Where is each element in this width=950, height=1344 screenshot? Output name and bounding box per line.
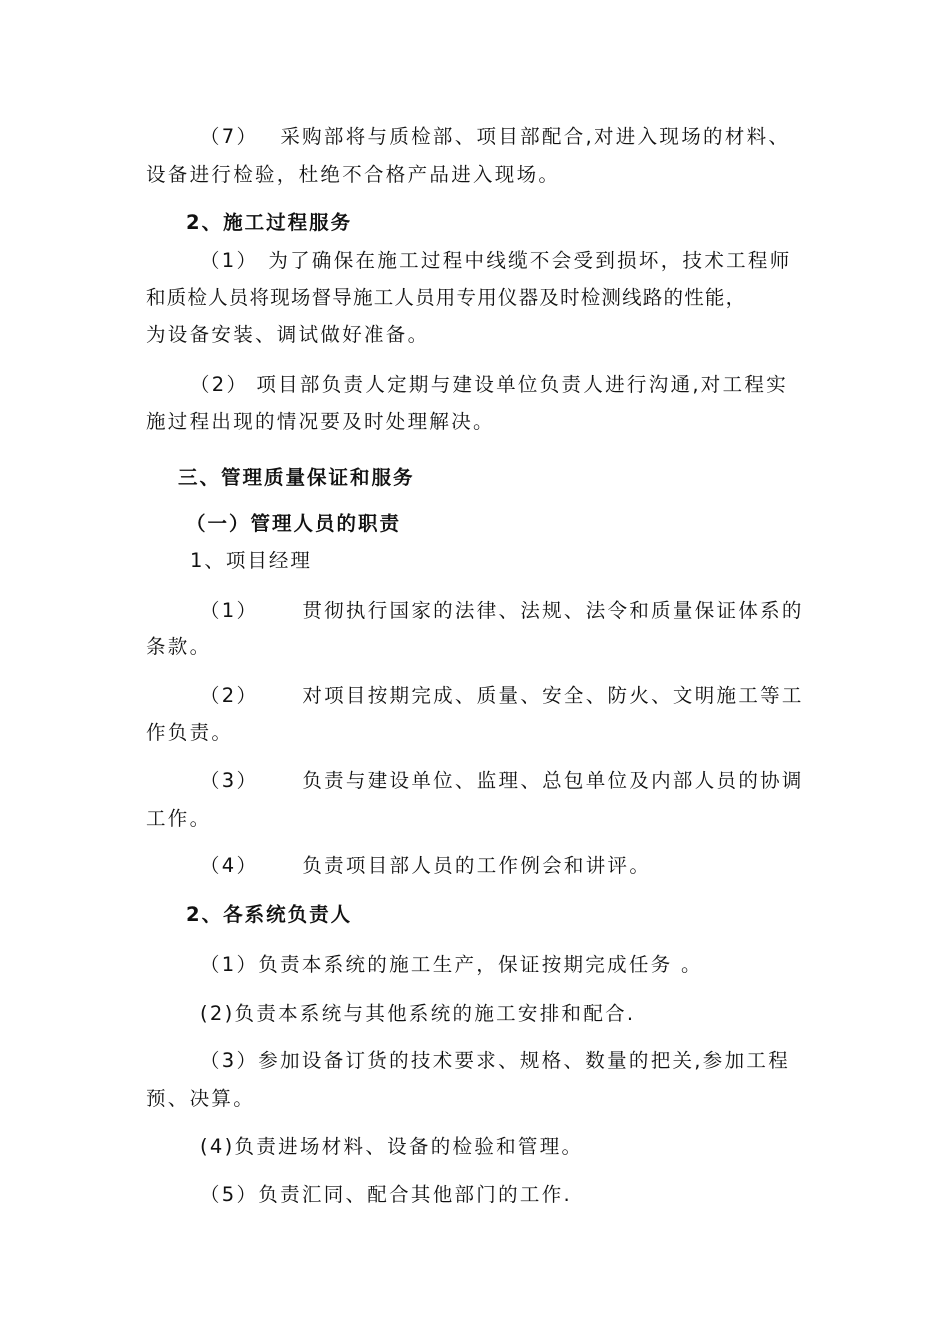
system-2: (2)负责本系统与其他系统的施工安排和配合.: [200, 1002, 636, 1025]
pm-3-line-1: [200, 768, 806, 794]
paragraph-text: 为了确保在施工过程中线缆不会受到损坏，技术工程师: [268, 249, 792, 272]
pm-1-line-1: [200, 598, 806, 624]
system-3-line-2: 预、决算。: [146, 1087, 256, 1110]
item-number: （7）: [200, 125, 259, 148]
item-number: （2）: [200, 684, 259, 707]
item-number: （4）: [200, 854, 259, 877]
heading-section-3: 三、管理质量保证和服务: [178, 466, 415, 489]
paragraph-7-line-1: [200, 124, 806, 150]
item-number: （3）: [200, 769, 259, 792]
paragraph-text: 采购部将与质检部、项目部配合,对进入现场的材料、: [280, 125, 791, 148]
heading-system-leaders: 2、各系统负责人: [186, 903, 353, 926]
system-1: （1）负责本系统的施工生产，保证按期完成任务 。: [200, 953, 703, 976]
construction-1-line-2: 和质检人员将现场督导施工人员用专用仪器及时检测线路的性能，: [146, 286, 747, 309]
pm-2-line-1: [200, 683, 806, 709]
construction-2-line-2: 施过程出现的情况要及时处理解决。: [146, 410, 495, 433]
paragraph-text: 项目部负责人定期与建设单位负责人进行沟通,对工程实: [256, 373, 789, 396]
paragraph-text: 负责与建设单位、监理、总包单位及内部人员的协调: [302, 769, 804, 792]
construction-1-line-1: [200, 248, 806, 274]
paragraph-7-line-2: 设备进行检验，杜绝不合格产品进入现场。: [146, 163, 561, 186]
pm-3-line-2: 工作。: [146, 807, 212, 830]
pm-1-line-2: 条款。: [146, 635, 212, 658]
paragraph-text: 贯彻执行国家的法律、法规、法令和质量保证体系的: [302, 599, 804, 622]
pm-2-line-2: 作负责。: [146, 721, 234, 744]
paragraph-text: 对项目按期完成、质量、安全、防火、文明施工等工: [302, 684, 804, 707]
system-3-line-1: （3）参加设备订货的技术要求、规格、数量的把关,参加工程: [200, 1049, 791, 1072]
construction-2-line-1: [190, 372, 806, 398]
paragraph-text: 负责项目部人员的工作例会和讲评。: [302, 854, 652, 877]
system-4: (4)负责进场材料、设备的检验和管理。: [200, 1135, 584, 1158]
heading-project-manager: 1、项目经理: [190, 549, 312, 572]
item-number: （1）: [200, 249, 259, 272]
pm-4-line-1: [200, 853, 806, 879]
item-number: （1）: [200, 599, 259, 622]
heading-construction-service: 2、施工过程服务: [186, 211, 353, 234]
system-5: （5）负责汇同、配合其他部门的工作.: [200, 1183, 573, 1206]
item-number: （2）: [190, 373, 249, 396]
heading-manager-duties: （一）管理人员的职责: [186, 512, 402, 535]
construction-1-line-3: 为设备安装、调试做好准备。: [146, 323, 430, 346]
